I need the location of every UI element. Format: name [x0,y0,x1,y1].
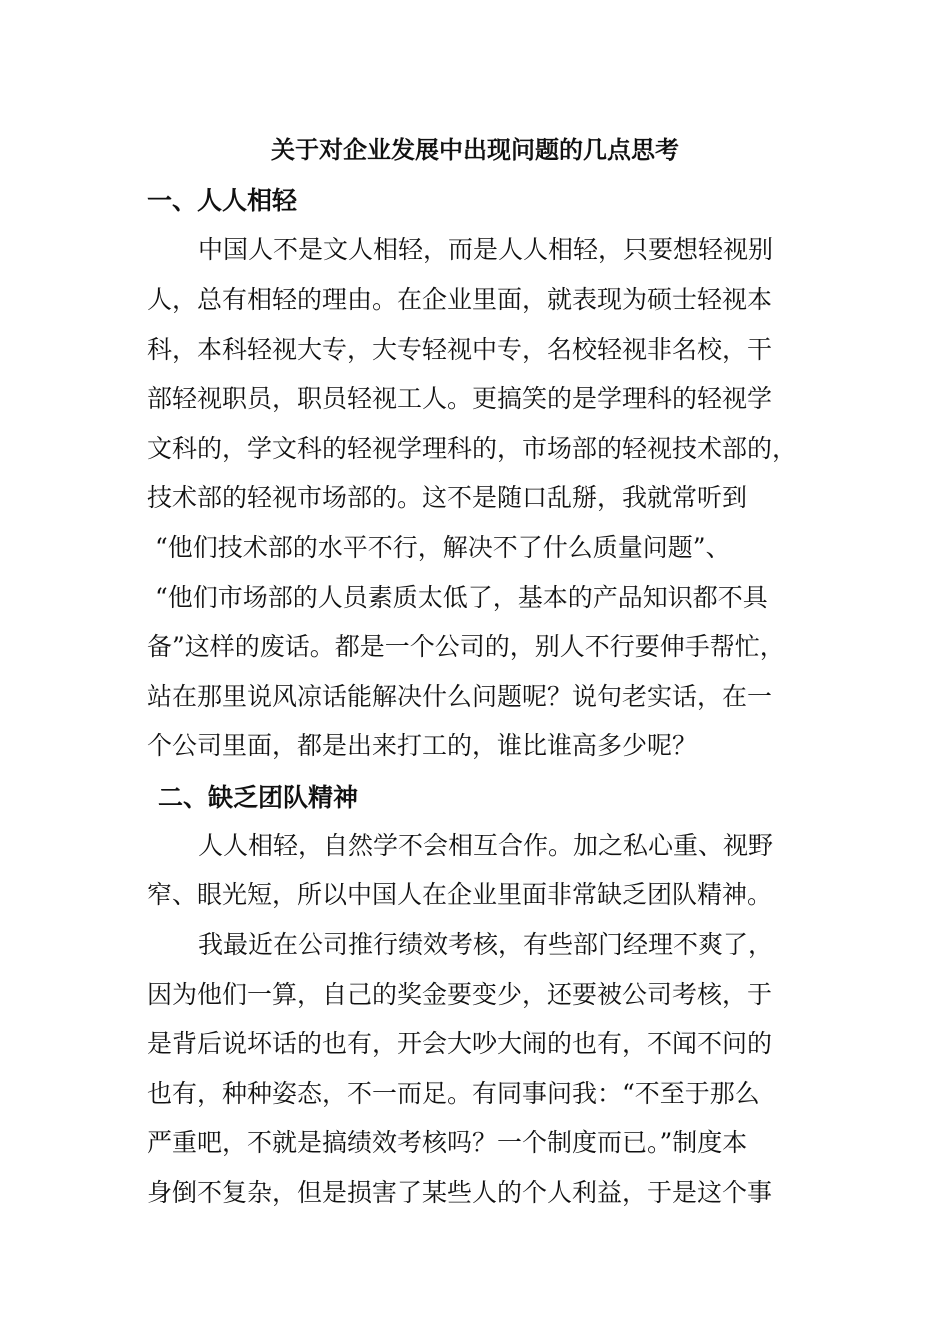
paragraph-line: 中国人不是文人相轻，而是人人相轻，只要想轻视别 [198,235,774,264]
document-title: 关于对企业发展中出现问题的几点思考 [271,135,679,164]
paragraph-line: 备”这样的废话。都是一个公司的，别人不行要伸手帮忙， [147,632,785,661]
paragraph-line: 也有，种种姿态，不一而足。有同事问我：“不至于那么 [147,1079,760,1108]
paragraph-line: 人人相轻，自然学不会相互合作。加之私心重、视野 [198,831,774,860]
paragraph-line: 我最近在公司推行绩效考核，有些部门经理不爽了， [198,930,774,959]
paragraph-line: 部轻视职员，职员轻视工人。更搞笑的是学理科的轻视学 [147,384,773,413]
paragraph-line: 窄、眼光短，所以中国人在企业里面非常缺乏团队精神。 [147,880,773,909]
section-2-heading: 二、缺乏团队精神 [158,783,359,812]
paragraph-line: 技术部的轻视市场部的。这不是随口乱掰，我就常听到 [147,483,748,512]
paragraph-line: 站在那里说风凉话能解决什么问题呢？说句老实话，在一 [147,682,773,711]
paragraph-line: 因为他们一算，自己的奖金要变少，还要被公司考核，于 [147,980,773,1009]
paragraph-line: 是背后说坏话的也有，开会大吵大闹的也有，不闻不问的 [147,1029,773,1058]
paragraph-line: “他们技术部的水平不行，解决不了什么质量问题”、 [155,533,731,562]
paragraph-line: 身倒不复杂，但是损害了某些人的个人利益，于是这个事 [147,1178,773,1207]
paragraph-line: 文科的，学文科的轻视学理科的，市场部的轻视技术部的， [147,434,798,463]
paragraph-line: 严重吧，不就是搞绩效考核吗？一个制度而已。”制度本 [147,1128,748,1157]
paragraph-line: 科，本科轻视大专，大专轻视中专，名校轻视非名校，干 [147,335,773,364]
paragraph-line: “他们市场部的人员素质太低了，基本的产品知识都不具 [155,583,768,612]
paragraph-line: 人，总有相轻的理由。在企业里面，就表现为硕士轻视本 [147,285,773,314]
paragraph-line: 个公司里面，都是出来打工的，谁比谁高多少呢？ [147,731,698,760]
section-1-heading: 一、人人相轻 [147,186,298,215]
